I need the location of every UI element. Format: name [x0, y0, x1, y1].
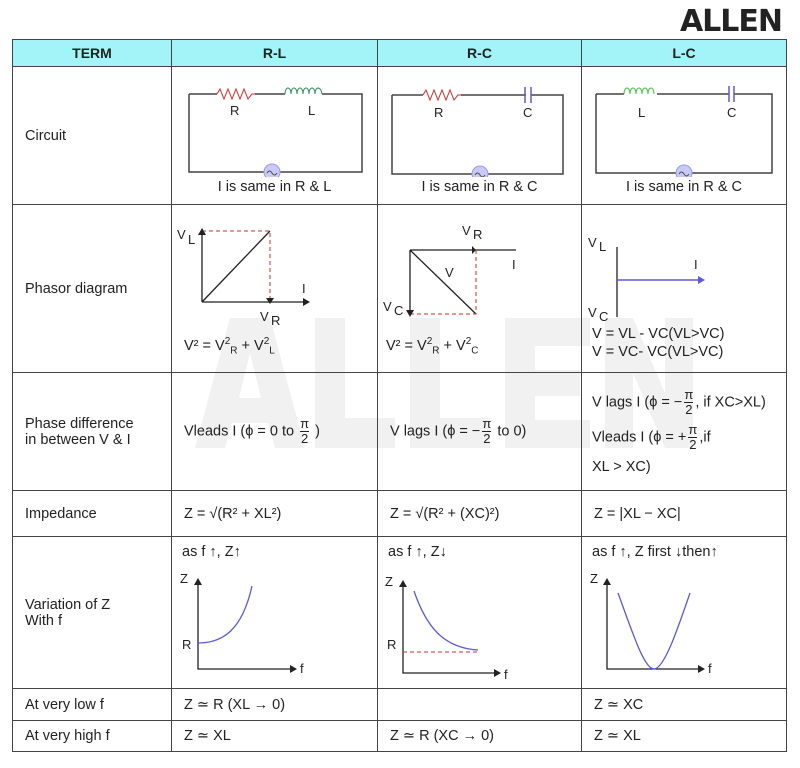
lc-phase [582, 373, 787, 491]
lc-impedance: Z = |XL − XC| [582, 491, 787, 537]
num: π [684, 386, 694, 402]
rc-phasor-eq [378, 333, 581, 361]
trend-text: as f ↑, Z↓ [388, 544, 447, 560]
label-r: R [434, 104, 444, 120]
rc-impedance: Z = √(R² + (XC)²) [378, 491, 582, 537]
fraction [300, 417, 309, 446]
eq-part: V² = V [184, 337, 225, 354]
eq-part: + V [443, 337, 466, 354]
header-row [13, 40, 787, 67]
eq-sup: 2 [263, 335, 270, 347]
den: 2 [685, 401, 693, 417]
rc-z-vs-f-graph [378, 561, 581, 683]
label-vl: V [177, 226, 186, 242]
lc-z-vs-f-graph [582, 561, 786, 683]
fraction [688, 423, 697, 452]
rl-low-f: Z ≃ R (XL → 0) [172, 689, 378, 721]
row-variation [13, 537, 787, 689]
rl-variation [172, 537, 378, 689]
label-r: R [230, 102, 240, 118]
lc-phasor-eq1: V = VL - VC(VL>VC) [592, 325, 725, 342]
phase-text: , if XC>XL) [695, 393, 766, 410]
rc-phasor [378, 205, 582, 373]
label-r: R [182, 637, 192, 652]
label-vc: V [588, 304, 597, 320]
lc-circuit [582, 67, 787, 205]
rl-impedance: Z = √(R² + XL²) [172, 491, 378, 537]
num: π [688, 421, 698, 437]
row-circuit [13, 67, 787, 205]
axis-f: f [300, 661, 304, 676]
label-vr: V [462, 222, 471, 238]
rl-phasor [172, 205, 378, 373]
header-term: TERM [13, 40, 172, 67]
label-vr-sub: R [271, 312, 281, 327]
rc-high-f: Z ≃ R (XC → 0) [378, 721, 582, 752]
row-low-f [13, 689, 787, 721]
rl-high-f: Z ≃ XL [172, 721, 378, 752]
eq-sup: 2 [224, 335, 231, 347]
rl-phasor-diagram [172, 217, 377, 327]
resistor-icon [423, 90, 461, 100]
phase-text: ) [315, 423, 320, 440]
label-vc: V [383, 298, 392, 314]
label-vc-sub: C [599, 308, 609, 324]
label-i: I [302, 280, 306, 296]
rl-circuit-diagram [172, 77, 377, 177]
label-i: I [512, 256, 516, 272]
trend-text: as f ↑, Z first ↓then↑ [592, 544, 718, 560]
row-impedance [13, 491, 787, 537]
eq-sub: C [471, 345, 479, 357]
lc-low-f: Z ≃ XC [582, 689, 787, 721]
eq-sup: 2 [465, 335, 472, 347]
axis-z: Z [385, 574, 393, 589]
rc-phase [378, 373, 582, 491]
curve [414, 591, 478, 650]
label-c: C [727, 104, 737, 120]
trend-text: as f ↑, Z↑ [182, 544, 241, 560]
lc-high-f: Z ≃ XL [582, 721, 787, 752]
label-vl: V [588, 234, 597, 250]
num: π [300, 416, 310, 431]
row-phase [13, 373, 787, 491]
comparison-table [12, 39, 787, 752]
axis-f: f [708, 661, 712, 676]
rc-circuit [378, 67, 582, 205]
lc-phasor [582, 205, 787, 373]
num: π [482, 416, 492, 431]
rc-low-f [378, 689, 582, 721]
row-high-f [13, 721, 787, 752]
lc-variation [582, 537, 787, 689]
ac-source-icon [676, 165, 692, 177]
row-phasor [13, 205, 787, 373]
rc-circuit-note: I is same in R & C [421, 178, 538, 195]
ac-source-icon [264, 164, 280, 177]
den: 2 [483, 431, 491, 446]
phase-text: ,if [699, 428, 711, 445]
eq-part: V² = V [386, 337, 427, 354]
label-vc-sub: C [394, 302, 404, 318]
axis-f: f [504, 667, 508, 682]
label-c: C [523, 104, 533, 120]
resistor-icon [217, 89, 255, 99]
rl-phase [172, 373, 378, 491]
term-phasor: Phasor diagram [13, 205, 172, 373]
lc-circuit-diagram [582, 77, 786, 177]
term-low-f: At very low f [13, 689, 172, 721]
allen-logo: ALLEN [679, 4, 782, 39]
den: 2 [301, 431, 309, 446]
term-line: in between V & I [25, 431, 131, 448]
label-r: R [387, 637, 397, 652]
rc-variation [378, 537, 582, 689]
inductor-icon [624, 88, 654, 94]
phase-text: to 0) [497, 423, 527, 440]
label-v: V [445, 264, 454, 280]
lc-phasor-eq2: V = VC- VC(VL>VC) [592, 343, 724, 360]
label-vr: V [260, 308, 269, 324]
eq-sub: R [432, 345, 440, 357]
capacitor-icon [729, 86, 734, 102]
phase-text: XL > XC) [592, 458, 651, 475]
term-impedance: Impedance [13, 491, 172, 537]
rc-circuit-diagram [378, 77, 581, 177]
den: 2 [689, 436, 697, 452]
term-high-f: At very high f [13, 721, 172, 752]
term-variation [13, 537, 172, 689]
eq-sub: R [230, 345, 238, 357]
phase-text: Vleads I (ϕ = 0 to [184, 423, 295, 440]
label-vr-sub: R [473, 226, 483, 242]
term-line: Phase difference [25, 415, 134, 432]
axis-z: Z [180, 571, 188, 586]
term-phase [13, 373, 172, 491]
eq-sup: 2 [426, 335, 433, 347]
rl-z-vs-f-graph [172, 561, 377, 683]
phase-text: Vleads I (ϕ = + [592, 428, 687, 445]
lc-circuit-note: I is same in R & C [625, 178, 743, 195]
label-l: L [308, 102, 316, 118]
header-rc: R-C [378, 40, 582, 67]
label-i: I [694, 256, 698, 272]
axis-z: Z [590, 571, 598, 586]
eq-part: + V [241, 337, 264, 354]
rl-circuit [172, 67, 378, 205]
fraction [482, 417, 491, 446]
label-vl-sub: L [599, 238, 607, 254]
header-rl: R-L [172, 40, 378, 67]
curve [198, 586, 252, 643]
label-l: L [638, 104, 646, 120]
label-vl-sub: L [188, 231, 196, 247]
rl-circuit-note: I is same in R & L [217, 178, 332, 195]
curve [618, 593, 690, 669]
phase-text: V lags I (ϕ = − [592, 393, 683, 410]
header-lc: L-C [582, 40, 787, 67]
term-line: Variation of Z [25, 596, 111, 613]
term-line: With f [25, 612, 63, 629]
rc-phasor-diagram [378, 217, 581, 327]
eq-sub: L [269, 345, 275, 357]
lc-phasor-diagram [582, 217, 786, 325]
rl-phasor-eq [172, 333, 377, 361]
fraction [684, 388, 693, 417]
phase-text: V lags I (ϕ = − [390, 423, 481, 440]
inductor-icon [285, 88, 322, 94]
term-circuit: Circuit [13, 67, 172, 205]
